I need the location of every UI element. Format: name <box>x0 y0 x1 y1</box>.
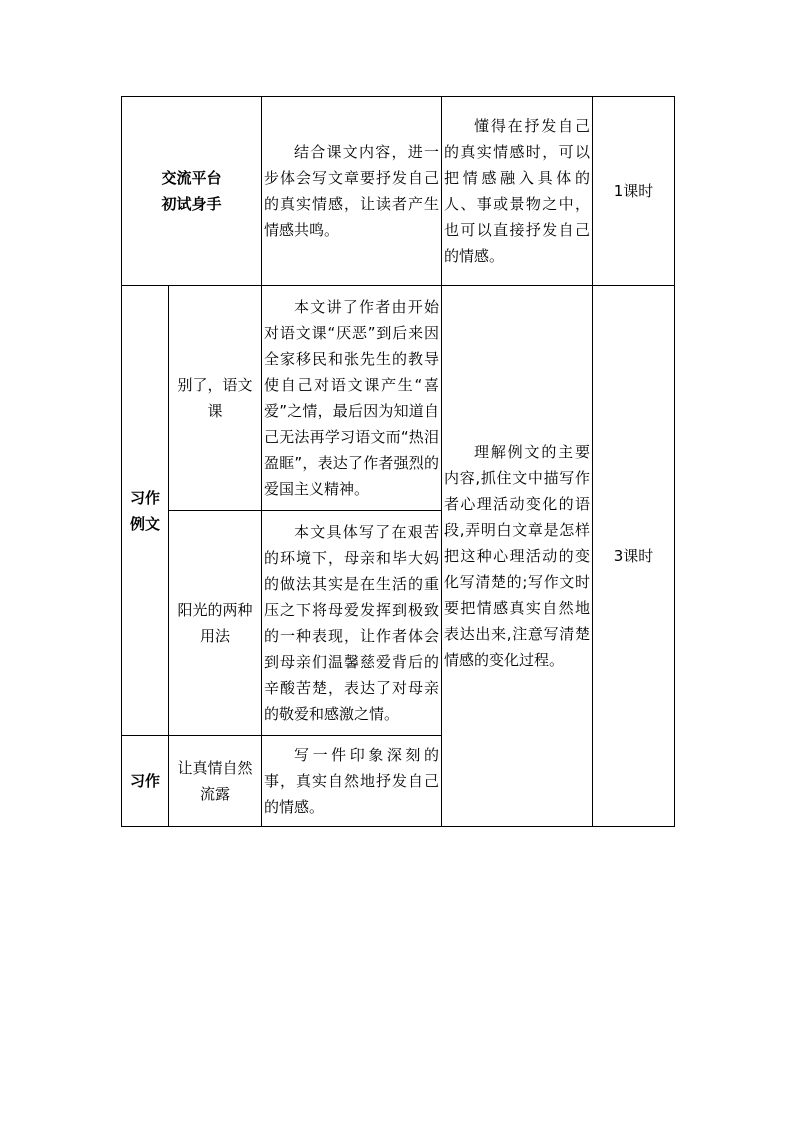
table-row <box>122 286 675 511</box>
table-row <box>122 97 675 286</box>
section-cell <box>122 286 169 736</box>
content-cell: 本文具体写了在艰苦的环境下，母亲和毕大妈的做法其实是在生活的重压之下将母爱发挥到极致的一种表现，让作者体会到母亲们温馨慈爱背后的辛酸苦楚，表达了对母亲的敬爱和感激之情。 <box>262 511 442 736</box>
section-title: 例文 <box>129 514 160 533</box>
section-title: 初试身手 <box>161 195 222 213</box>
content-cell: 写一件印象深刻的事，真实自然地抒发自己的情感。 <box>262 736 442 827</box>
content-cell: 本文讲了作者由开始对语文课“厌恶”到后来因全家移民和张先生的教导使自己对语文课产生“喜爱”之情，最后因为知道自己无法再学习语文而“热泪盈眶”，表达了作者强烈的爱国主义精神。 <box>262 286 442 511</box>
section-title: 交流平台 <box>161 169 222 187</box>
item-title-cell: 阳光的两种用法 <box>169 511 262 736</box>
content-cell: 结合课文内容，进一步体会写文章要抒发自己的真实情感，让读者产生情感共鸣。 <box>262 97 442 286</box>
item-title-cell: 让真情自然流露 <box>169 736 262 827</box>
section-cell: 习作 <box>122 736 169 827</box>
hours-cell: 1课时 <box>593 97 675 286</box>
lesson-plan-table <box>121 96 675 827</box>
item-title-cell: 别了，语文课 <box>169 286 262 511</box>
goal-cell: 理解例文的主要内容,抓住文中描写作者心理活动变化的语段,弄明白文章是怎样把这种心理活动的变化写清楚的;写作文时要把情感真实自然地表达出来,注意写清楚情感的变化过程。 <box>442 286 593 827</box>
section-cell <box>122 97 262 286</box>
hours-cell: 3课时 <box>593 286 675 827</box>
section-title: 习作 <box>129 488 160 507</box>
goal-cell: 懂得在抒发自己的真实情感时，可以把情感融入具体的人、事或景物之中，也可以直接抒发自己的情感。 <box>442 97 593 286</box>
